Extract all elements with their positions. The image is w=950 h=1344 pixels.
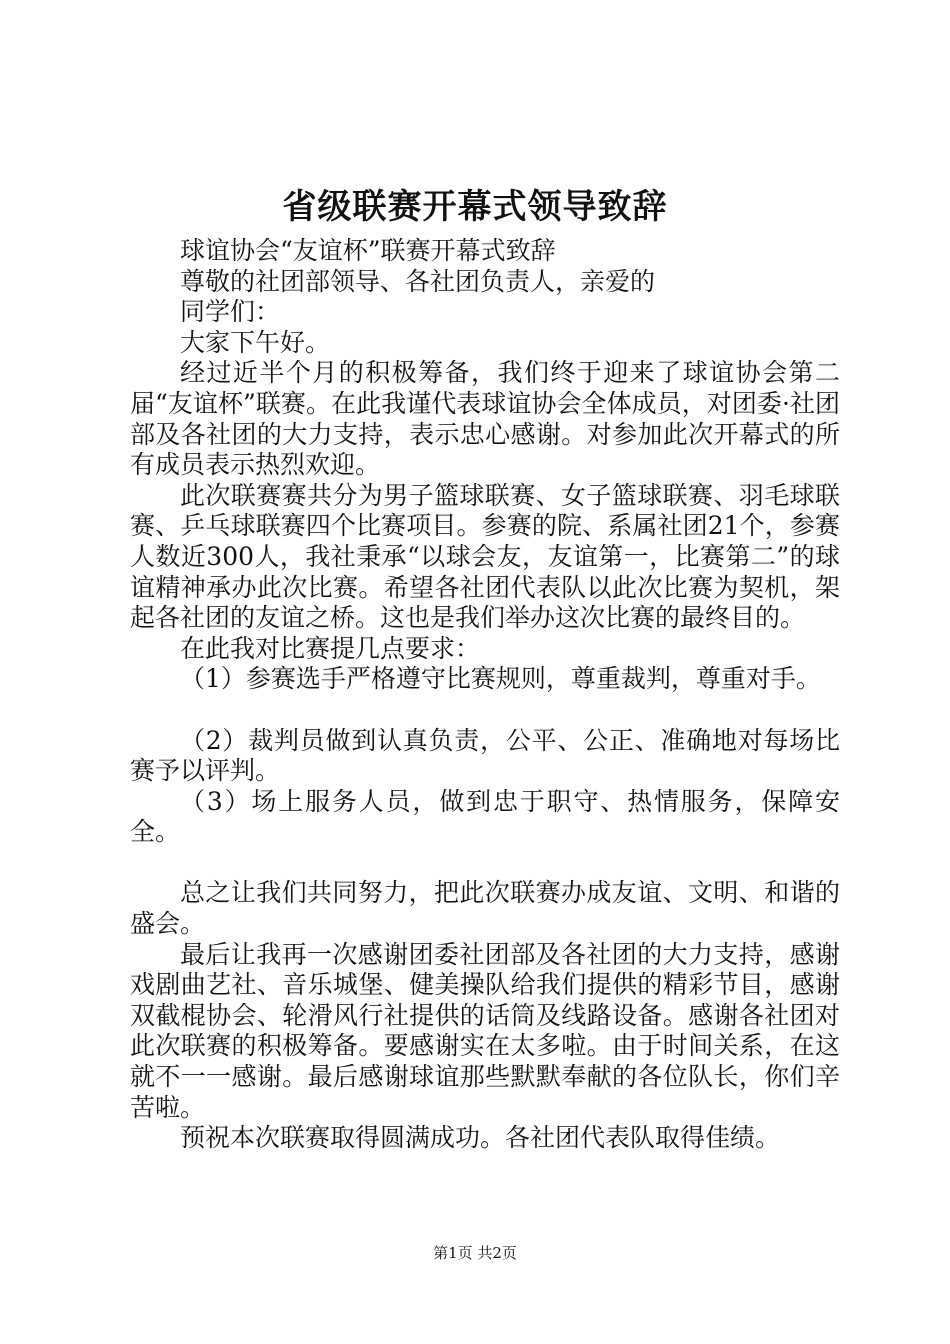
requirement-1: （1）参赛选手严格遵守比赛规则，尊重裁判，尊重对手。	[180, 664, 821, 694]
blank-line	[130, 695, 840, 726]
document-title: 省级联赛开幕式领导致辞	[282, 187, 668, 227]
blank-line	[130, 848, 840, 879]
paragraph-thanks: 最后让我再一次感谢团委社团部及各社团的大力支持，感谢戏剧曲艺社、音乐城堡、健美操队给我们提供的精彩节目，感谢双截棍协会、轮滑风行社提供的话筒及线路设备。感谢各社团对此次联赛的积极筹备。要感谢实在太多啦。由于时间关系，在这就不一一感谢。最后感谢球谊那些默默奉献的各位队长，你们辛苦啦。	[130, 939, 840, 1122]
requirement-3: （3）场上服务人员，做到忠于职守、热情服务，保障安全。	[130, 786, 840, 847]
paragraph-events: 此次联赛赛共分为男子篮球联赛、女子篮球联赛、羽毛球联赛、乒乓球联赛四个比赛项目。参赛的院、系属社团21个，参赛人数近300人，我社秉承“以球会友，友谊第一，比赛第二”的球谊精神承办此次比赛。希望各社团代表队以此次比赛为契机，架起各社团的友谊之桥。这也是我们举办这次比赛的最终目的。	[130, 480, 840, 633]
greeting: 大家下午好。	[180, 327, 331, 357]
salutation-line: 尊敬的社团部领导、各社团负责人，亲爱的	[180, 266, 656, 296]
requirement-2: （2）裁判员做到认真负责，公平、公正、准确地对每场比赛予以评判。	[130, 725, 840, 786]
salutation-continued: 同学们：	[180, 297, 281, 327]
requirements-heading: 在此我对比赛提几点要求：	[180, 633, 481, 663]
paragraph-summary: 总之让我们共同努力，把此次联赛办成友谊、文明、和谐的盛会。	[130, 878, 840, 939]
paragraph-closing: 预祝本次联赛取得圆满成功。各社团代表队取得佳绩。	[180, 1123, 781, 1153]
document-body	[130, 236, 840, 1154]
paragraph-intro: 经过近半个月的积极筹备，我们终于迎来了球谊协会第二届“友谊杯”联赛。在此我谨代表球谊协会全体成员，对团委·社团部及各社团的大力支持，表示忠心感谢。对参加此次开幕式的所有成员表示热烈欢迎。	[130, 358, 840, 480]
page-footer: 第1页 共2页	[433, 1244, 517, 1262]
speech-heading: 球谊协会“友谊杯”联赛开幕式致辞	[180, 236, 556, 265]
